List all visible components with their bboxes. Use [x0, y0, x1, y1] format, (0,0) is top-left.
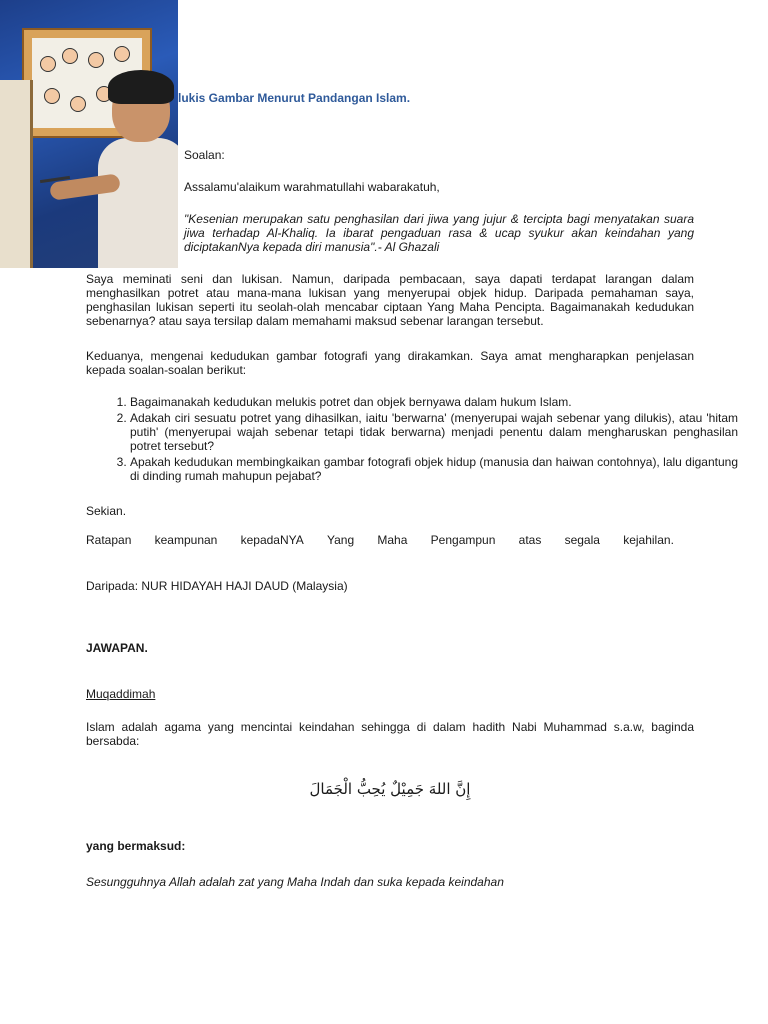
yang-bermaksud-label: yang bermaksud:: [86, 839, 186, 853]
ratapan-word: kejahilan.: [623, 533, 674, 547]
ratapan-word: segala: [564, 533, 600, 547]
painter-hair: [108, 70, 174, 104]
ratapan-word: Yang: [327, 533, 355, 547]
paragraph-photography: Keduanya, mengenai kedudukan gambar fotografi yang dirakamkan. Saya amat mengharapkan penjelasan kepada soalan-soalan berikut:: [86, 349, 694, 377]
ratapan-word: Maha: [377, 533, 408, 547]
ratapan-word: kepadaNYA: [240, 533, 304, 547]
question-list: [86, 395, 738, 485]
ratapan-line: [86, 533, 674, 547]
salam-line: Assalamu'alaikum warahmatullahi wabarakatuh,: [184, 180, 440, 194]
artist-photo: [0, 0, 178, 268]
article-title: lukis Gambar Menurut Pandangan Islam.: [178, 91, 411, 105]
paragraph-hadith-intro: Islam adalah agama yang mencintai keindahan sehingga di dalam hadith Nabi Muhammad s.a.w, baginda bersabda:: [86, 720, 694, 748]
hadith-arabic: إِنَّ اللهَ جَمِيْلٌ يُحِبُّ الْجَمَالَ: [309, 780, 471, 798]
sender-line: Daripada: NUR HIDAYAH HAJI DAUD (Malaysia): [86, 579, 348, 593]
soalan-label: Soalan:: [184, 148, 225, 162]
ratapan-word: keampunan: [154, 533, 218, 547]
painter-body: [98, 138, 178, 268]
question-item: 3. Apakah kedudukan membingkaikan gambar fotografi objek hidup (manusia dan haiwan contohnya), lalu digantung di dinding rumah mahupun pejabat?: [130, 455, 738, 483]
ratapan-word: atas: [518, 533, 542, 547]
ghazali-quote: "Kesenian merupakan satu penghasilan dari jiwa yang jujur & tercipta bagi menyatakan suara jiwa terhadap Al-Khaliq. Ia ibarat pengaduan rasa & ucap syukur akan keindahan yang diciptakanNya kepada diri manusia".- Al Ghazali: [184, 212, 694, 254]
ratapan-word: Ratapan: [86, 533, 132, 547]
ratapan-word: Pengampun: [430, 533, 496, 547]
hadith-translation: Sesungguhnya Allah adalah zat yang Maha Indah dan suka kepada keindahan: [86, 875, 504, 889]
question-item: 2. Adakah ciri sesuatu potret yang dihasilkan, iaitu 'berwarna' (menyerupai wajah sebenar yang dilukis), atau 'hitam putih' (menyerupai wajah sebenar tetapi tidak berwarna) menjadi penentu dalam mengharuskan penghasilan potret tersebut?: [130, 411, 738, 453]
question-item: 1. Bagaimanakah kedudukan melukis potret dan objek bernyawa dalam hukum Islam.: [130, 395, 738, 409]
paragraph-interest: Saya meminati seni dan lukisan. Namun, daripada pembacaan, saya dapati terdapat larangan dalam menghasilkan potret atau mana-mana lukisan yang menyerupai objek hidup. Daripada pemahaman saya, penghasilan lukisan seperti itu seolah-olah mencabar ciptaan Yang Maha Pencipta. Bagaimanakah kedudukan sebenarnya? atau saya tersilap dalam memahami maksud sebenar larangan tersebut.: [86, 272, 694, 328]
sekian-line: Sekian.: [86, 504, 127, 518]
easel: [0, 80, 33, 268]
muqaddimah-heading: Muqaddimah: [86, 687, 156, 701]
jawapan-heading: JAWAPAN.: [86, 641, 148, 655]
